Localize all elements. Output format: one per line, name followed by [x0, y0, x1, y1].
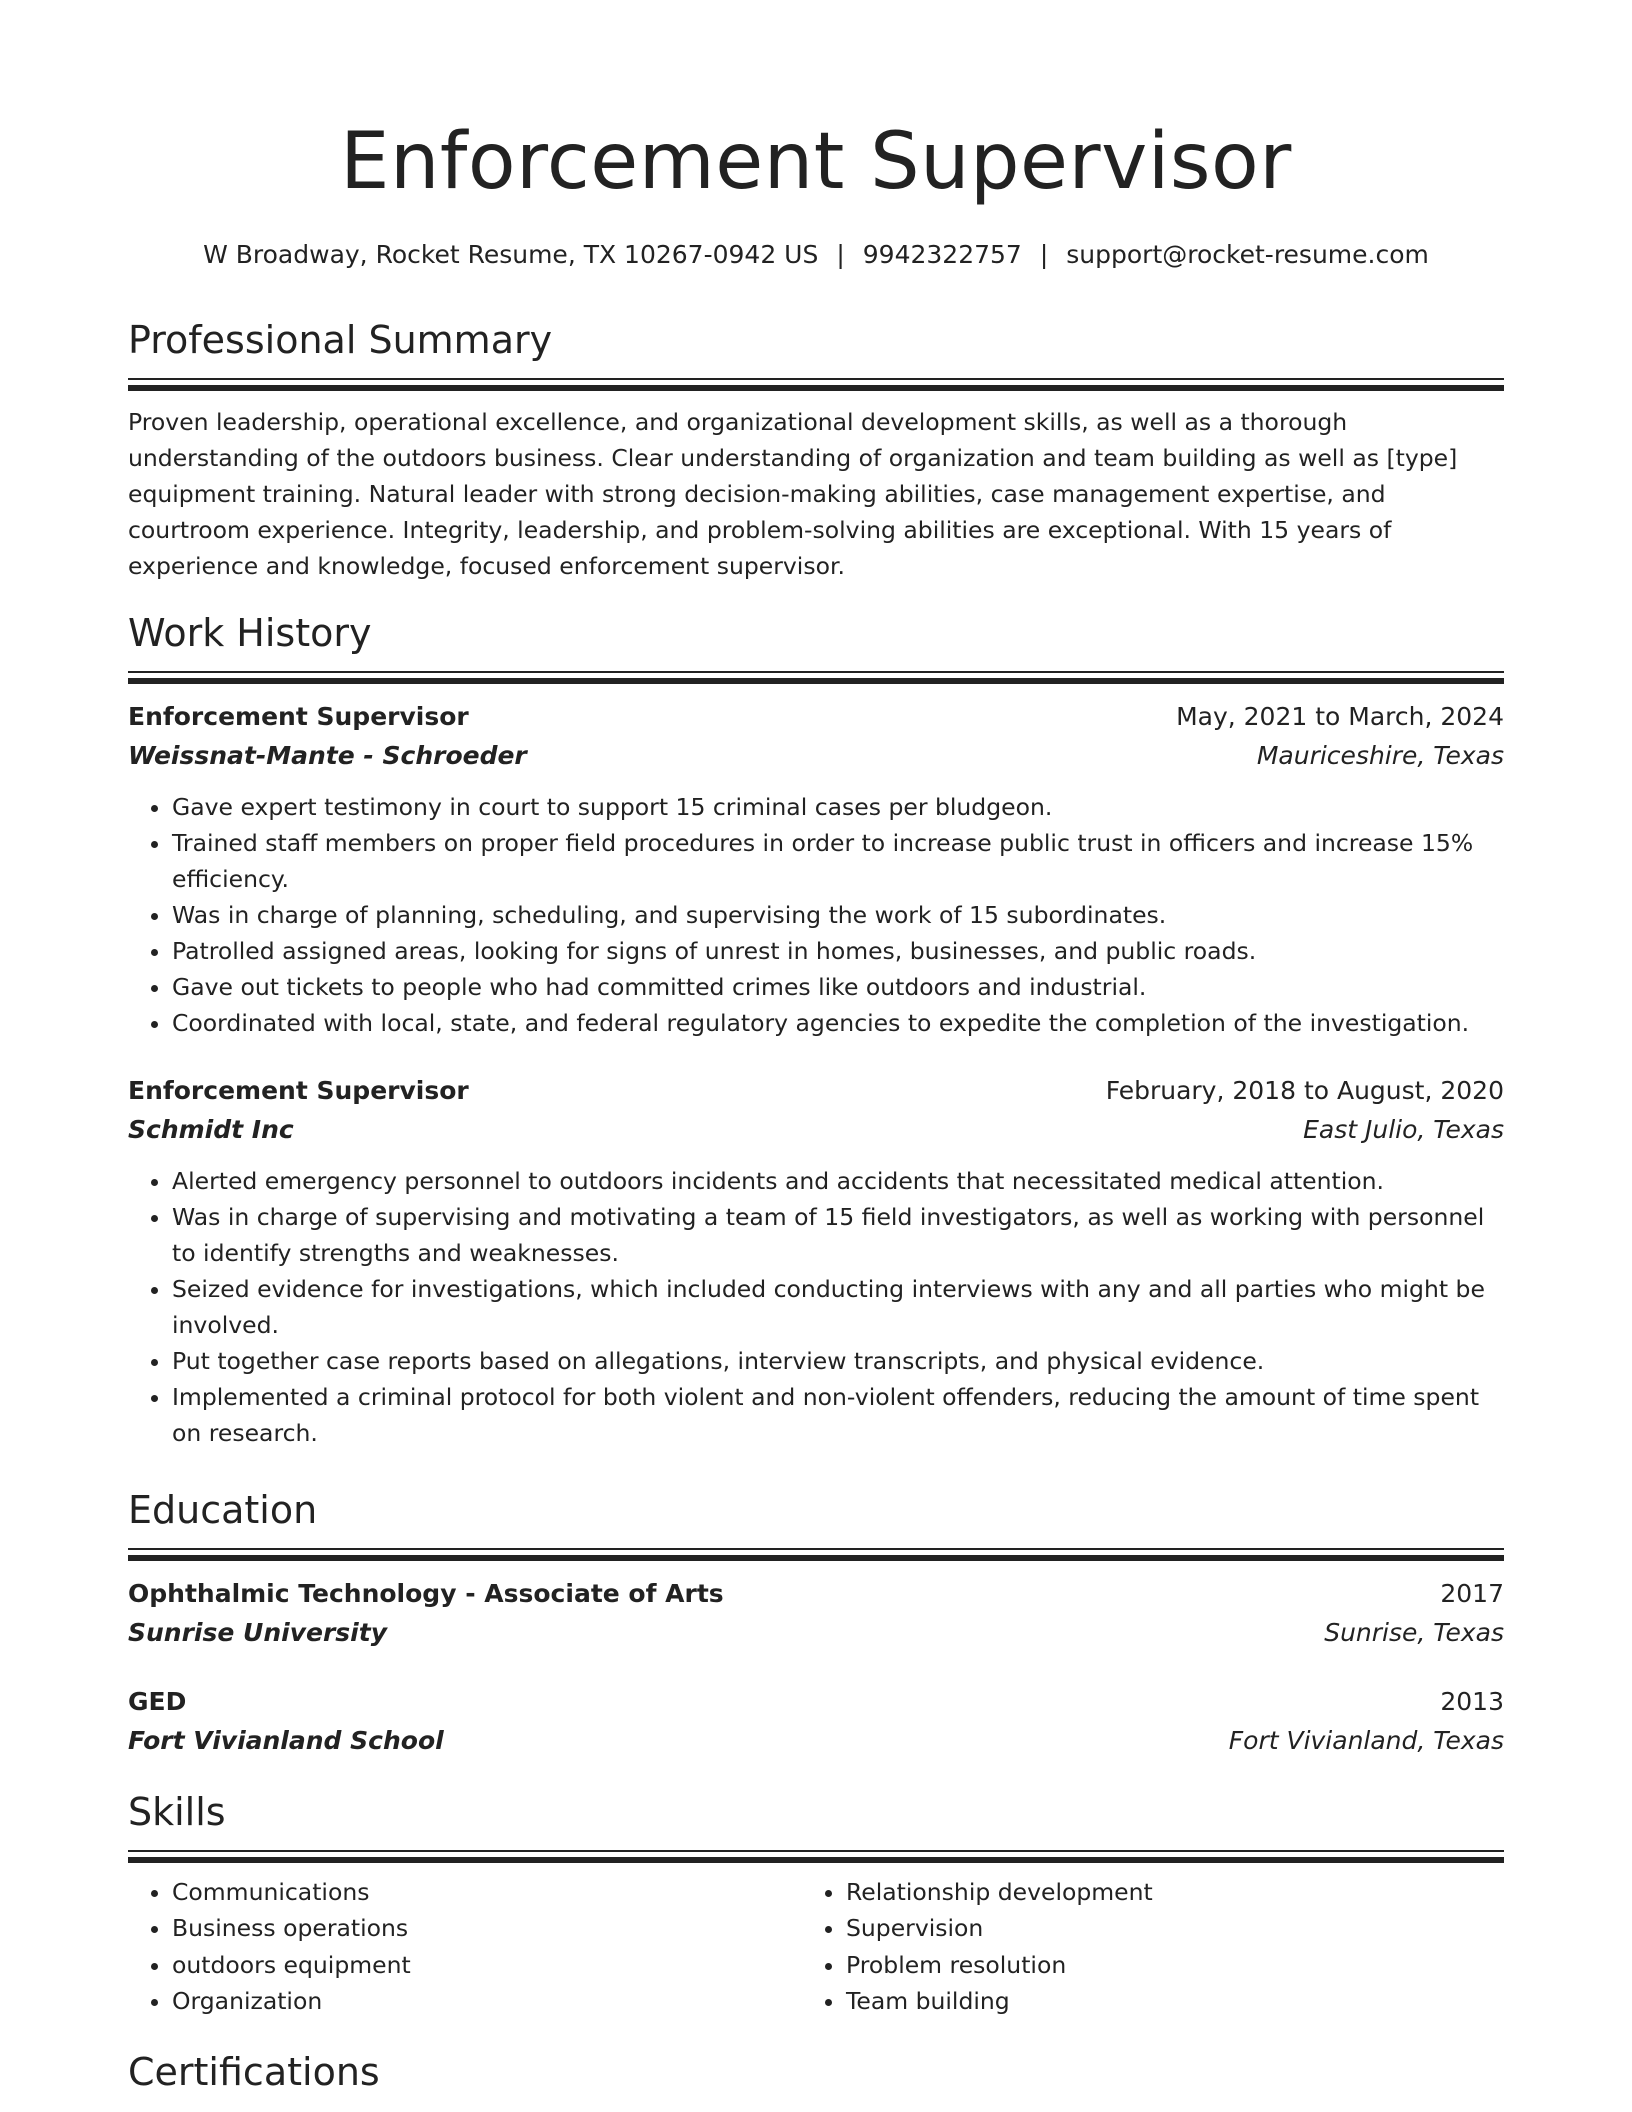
section-divider: [128, 671, 1504, 683]
job-bullet: • Put together case reports based on allegations, interview transcripts, and physical evidence.: [172, 1343, 1504, 1379]
skills-grid: [128, 1874, 1504, 2020]
skill-item: • Organization: [172, 1983, 802, 2020]
skill-item: • Team building: [846, 1983, 1476, 2020]
section-heading: Work History: [128, 611, 372, 655]
education-section: [128, 1488, 1504, 1760]
education-header-row: [128, 1682, 1504, 1721]
section-heading: Certifications: [128, 2050, 380, 2094]
job-company: Weissnat-Mante - Schroeder: [128, 740, 527, 770]
skill-item: • Relationship development: [846, 1874, 1476, 1911]
job-header-row: [128, 1071, 1504, 1110]
education-year: 2017: [1440, 1578, 1504, 1608]
contact-separator: |: [1039, 240, 1049, 269]
summary-text: Proven leadership, operational excellence, and organizational development skills, as well as a thorough understanding of the outdoors business. Clear understanding of organization and team building as well as [type] equipment training. Natural leader with strong decision-making abilities, case management expertise, and courtroom experience. Integrity, leadership, and problem-solving abilities are exceptional. With 15 years of experience and knowledge, focused enforcement supervisor.: [128, 407, 1458, 580]
job-title: Enforcement Supervisor: [128, 1075, 469, 1105]
section-divider: [128, 1548, 1504, 1560]
education-school-row: [128, 1613, 1504, 1652]
skills-column-right: [802, 1874, 1476, 2020]
section-heading: Professional Summary: [128, 318, 553, 362]
skills-section: [128, 1790, 1504, 2020]
section-divider: [128, 378, 1504, 390]
contact-email[interactable]: support@rocket-resume.com: [1066, 240, 1429, 269]
job-bullet: • Trained staff members on proper field procedures in order to increase public trust in officers and increase 15% efficiency.: [172, 825, 1504, 897]
job-bullet: • Gave out tickets to people who had committed crimes like outdoors and industrial.: [172, 969, 1504, 1005]
job-bullet: • Alerted emergency personnel to outdoors incidents and accidents that necessitated medical attention.: [172, 1163, 1504, 1199]
job-bullet: • Implemented a criminal protocol for both violent and non-violent offenders, reducing the amount of time spent on research.: [172, 1379, 1504, 1451]
education-location: Sunrise, Texas: [1324, 1617, 1504, 1647]
skills-column-left: [128, 1874, 802, 2020]
job-company: Schmidt Inc: [128, 1114, 294, 1144]
job-dates: May, 2021 to March, 2024: [1176, 701, 1504, 731]
skill-item: • Problem resolution: [846, 1947, 1476, 1984]
section-divider: [128, 1850, 1504, 1862]
skill-item: • Communications: [172, 1874, 802, 1911]
education-year: 2013: [1440, 1686, 1504, 1716]
job-entry: [128, 1071, 1504, 1451]
job-entry: [128, 697, 1504, 1041]
job-bullet: • Seized evidence for investigations, which included conducting interviews with any and all parties who might be involved.: [172, 1271, 1504, 1343]
skill-item: • Business operations: [172, 1910, 802, 1947]
contact-phone: 9942322757: [862, 240, 1022, 269]
skill-item: • Supervision: [846, 1910, 1476, 1947]
job-bullet: • Was in charge of supervising and motivating a team of 15 field investigators, as well as working with personnel to identify strengths and weaknesses.: [172, 1199, 1504, 1271]
job-bullets: [128, 1163, 1504, 1451]
education-degree: Ophthalmic Technology - Associate of Arts: [128, 1578, 724, 1608]
education-school-row: [128, 1721, 1504, 1760]
skill-item: • outdoors equipment: [172, 1947, 802, 1984]
education-header-row: [128, 1574, 1504, 1613]
job-company-row: [128, 1110, 1504, 1149]
education-school: Sunrise University: [128, 1617, 387, 1647]
job-bullet: • Gave expert testimony in court to support 15 criminal cases per bludgeon.: [172, 789, 1504, 825]
job-bullets: [128, 789, 1504, 1041]
contact-line: [128, 240, 1504, 269]
job-header-row: [128, 697, 1504, 736]
certifications-section: [128, 2050, 1504, 2096]
section-heading: Skills: [128, 1790, 226, 1834]
summary-section: [128, 318, 1504, 584]
job-bullet: • Was in charge of planning, scheduling, and supervising the work of 15 subordinates.: [172, 897, 1504, 933]
work-history-section: [128, 611, 1504, 1451]
job-title: Enforcement Supervisor: [128, 701, 469, 731]
education-location: Fort Vivianland, Texas: [1228, 1725, 1504, 1755]
contact-address: W Broadway, Rocket Resume, TX 10267-0942 US: [203, 240, 819, 269]
job-location: East Julio, Texas: [1303, 1114, 1504, 1144]
job-bullet: • Patrolled assigned areas, looking for signs of unrest in homes, businesses, and public roads.: [172, 933, 1504, 969]
education-degree: GED: [128, 1686, 187, 1716]
candidate-name: Enforcement Supervisor: [340, 117, 1292, 207]
education-entry: [128, 1574, 1504, 1652]
job-location: Mauriceshire, Texas: [1256, 740, 1504, 770]
section-heading: Education: [128, 1488, 318, 1532]
job-bullet: • Coordinated with local, state, and federal regulatory agencies to expedite the completion of the investigation.: [172, 1005, 1504, 1041]
job-dates: February, 2018 to August, 2020: [1105, 1075, 1504, 1105]
contact-separator: |: [836, 240, 845, 269]
education-entry: [128, 1682, 1504, 1760]
education-school: Fort Vivianland School: [128, 1725, 444, 1755]
job-company-row: [128, 736, 1504, 775]
